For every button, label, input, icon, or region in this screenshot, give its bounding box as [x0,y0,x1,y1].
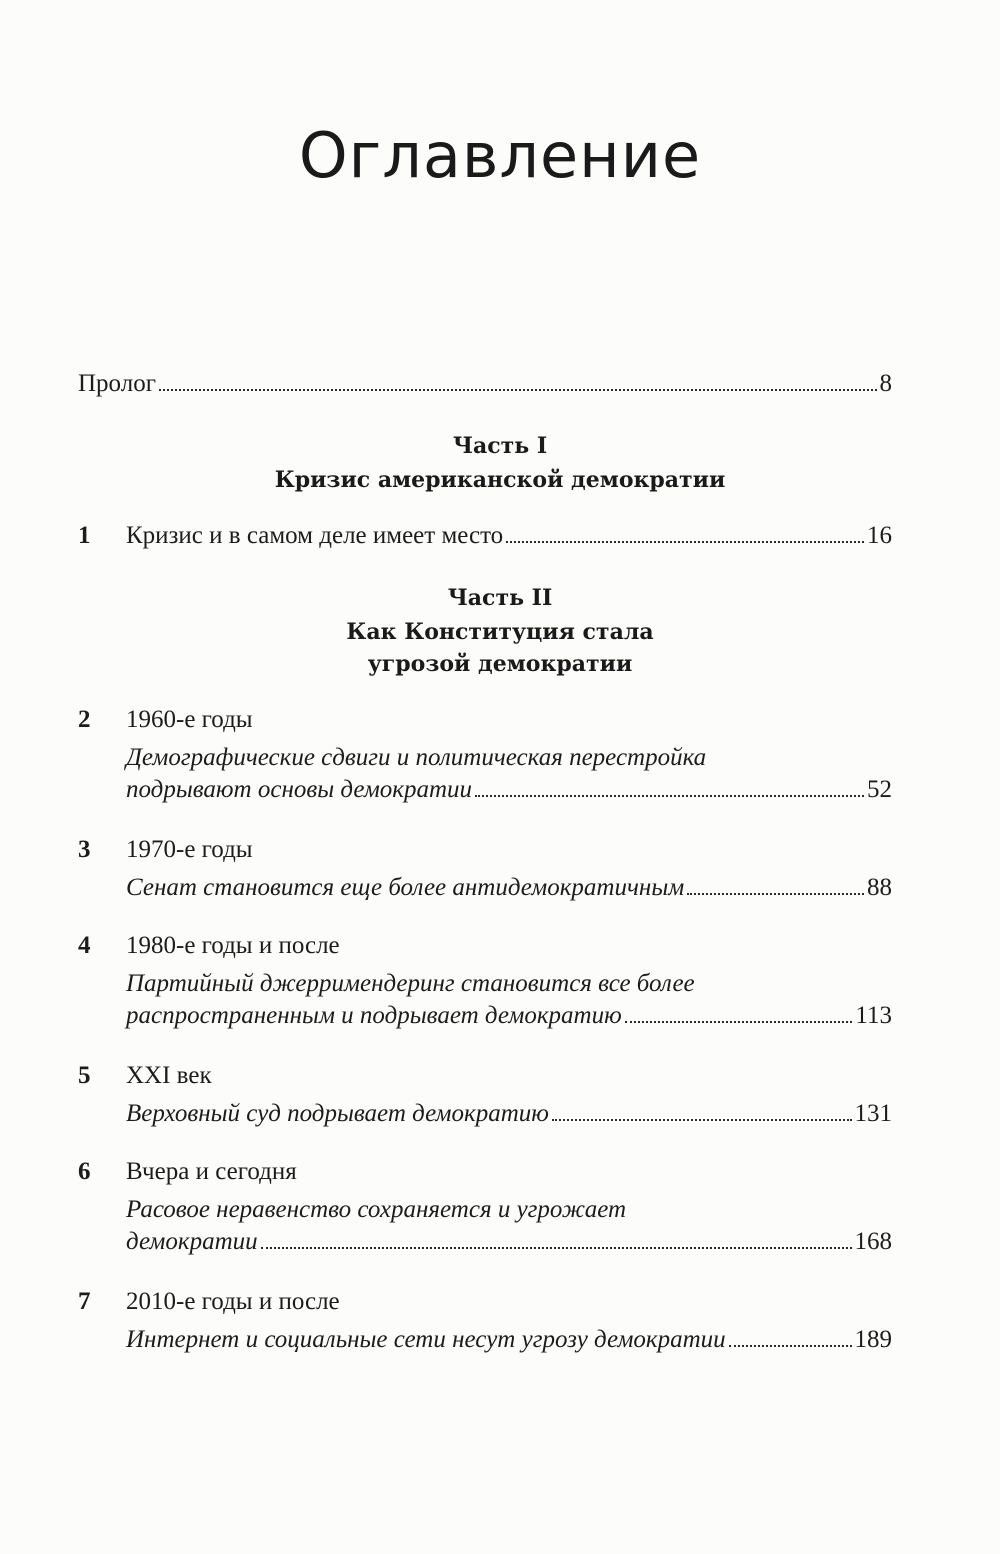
page-number: 168 [854,1228,892,1255]
chapter-2-title: 1960-е годы [126,706,253,733]
chapter-1-number: 1 [78,522,91,549]
page-number: 8 [879,370,892,397]
toc-entry-chapter-2[interactable] [126,774,892,806]
chapter-3-title: 1970-е годы [126,836,253,863]
toc-entry-label: Интернет и социальные сети несут угрозу демократии [126,1326,726,1353]
dot-leader [687,893,864,895]
chapter-6-subtitle-line-1: Расовое неравенство сохраняется и угрожает [126,1196,627,1223]
page-number: 16 [867,522,892,549]
dot-leader [261,1247,852,1249]
part-2-title-line-2: угрозой демократии [367,651,633,677]
toc-entry-label: Пролог [78,370,156,397]
toc-entry-label: Сенат становится еще более антидемократичным [126,874,685,901]
chapter-4-subtitle-line-1: Партийный джерримендеринг становится все более [126,970,695,997]
chapter-7-number: 7 [78,1288,91,1315]
dot-leader [475,795,864,797]
chapter-5-title: XXI век [126,1062,212,1089]
page-number: 189 [854,1326,892,1353]
chapter-2-subtitle-line-1: Демографические сдвиги и политическая перестройка [126,744,707,771]
chapter-4-number: 4 [78,932,91,959]
toc-entry-chapter-6[interactable] [126,1226,892,1258]
toc-entry-chapter-1[interactable] [126,520,892,552]
toc-entry-prologue[interactable] [78,368,892,400]
toc-entry-chapter-3[interactable] [126,872,892,904]
toc-entry-chapter-7[interactable] [126,1324,892,1356]
chapter-4-title: 1980-е годы и после [126,932,340,959]
toc-entry-label: демократии [126,1228,258,1255]
toc-entry-label: распространенным и подрывает демократию [126,1002,622,1029]
chapter-6-title: Вчера и сегодня [126,1158,297,1185]
page-number: 52 [867,776,892,803]
chapter-2-number: 2 [78,706,91,733]
toc-entry-label: Верховный суд подрывает демократию [126,1100,549,1127]
toc-entry-label: Кризис и в самом деле имеет место [126,522,504,549]
dot-leader [729,1345,852,1347]
dot-leader [506,541,864,543]
dot-leader [552,1119,852,1121]
chapter-7-title: 2010-е годы и после [126,1288,340,1315]
toc-entry-chapter-4[interactable] [126,1000,892,1032]
chapter-3-number: 3 [78,836,91,863]
toc-entry-chapter-5[interactable] [126,1098,892,1130]
toc-entry-label: подрывают основы демократии [126,776,473,803]
page-number: 131 [854,1100,892,1127]
part-1-number: Часть I [452,433,548,459]
chapter-5-number: 5 [78,1062,91,1089]
page-number: 113 [855,1002,892,1029]
part-2-number: Часть II [447,585,553,611]
chapter-6-number: 6 [78,1158,91,1185]
page-number: 88 [867,874,892,901]
dot-leader [625,1021,853,1023]
part-2-title-line-1: Как Конституция стала [346,619,654,645]
page-title: Оглавление [298,119,702,192]
dot-leader [159,389,877,391]
part-1-title: Кризис американской демократии [274,467,726,493]
